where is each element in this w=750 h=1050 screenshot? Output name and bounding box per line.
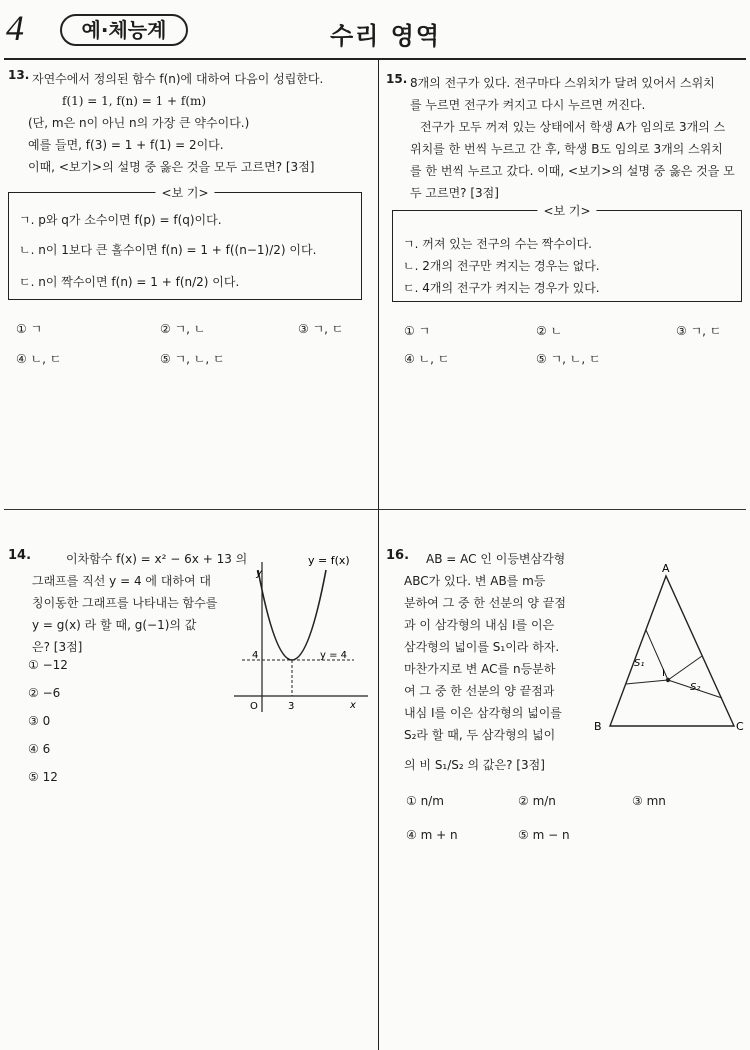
bogi-item: ㄷ. 4개의 전구가 켜지는 경우가 있다. xyxy=(403,281,600,295)
line-label: y = 4 xyxy=(320,650,348,661)
segment-ab-i xyxy=(626,680,668,684)
question-text: 를 누르면 전구가 켜지고 다시 누르면 꺼진다. xyxy=(410,98,646,112)
x-axis-label: x xyxy=(350,700,356,711)
area-s1-label: S₁ xyxy=(634,658,645,669)
question-text: 그래프를 직선 y = 4 에 대하여 대 xyxy=(32,574,212,588)
question-number: 16. xyxy=(386,548,410,563)
y-tick-label: 4 xyxy=(252,650,259,661)
choice-5[interactable]: ⑤ m − n xyxy=(518,828,570,842)
question-text: y = g(x) 라 할 때, g(−1)의 값 xyxy=(32,618,197,632)
choice-3[interactable]: ③ 0 xyxy=(28,714,51,728)
choice-5[interactable]: ⑤ 12 xyxy=(28,770,58,784)
choice-2[interactable]: ② −6 xyxy=(28,686,61,700)
area-s2-label: S₂ xyxy=(690,682,701,693)
question-number: 15. xyxy=(386,72,408,86)
incenter-point xyxy=(666,678,670,682)
choice-2[interactable]: ② ㄴ xyxy=(536,324,563,338)
origin-label: O xyxy=(250,701,258,712)
parabola-graph xyxy=(228,548,374,718)
bogi-box xyxy=(392,204,742,302)
choice-4[interactable]: ④ ㄴ, ㄷ xyxy=(16,352,62,366)
x-tick-label: 3 xyxy=(288,701,295,712)
choice-2[interactable]: ② m/n xyxy=(518,794,556,808)
question-text: 를 한 번씩 누르고 갔다. 이때, <보기>의 설명 중 옳은 것을 모 xyxy=(410,164,735,178)
question-text: 여 그 중 한 선분의 양 끝점과 xyxy=(404,684,555,698)
choice-1[interactable]: ① ㄱ xyxy=(16,322,43,336)
vertex-a-label: A xyxy=(662,562,670,575)
choice-5[interactable]: ⑤ ㄱ, ㄴ, ㄷ xyxy=(536,352,601,366)
question-text: (단, m은 n이 아닌 n의 가장 큰 약수이다.) xyxy=(28,116,250,130)
bogi-item: ㄱ. 꺼져 있는 전구의 수는 짝수이다. xyxy=(403,237,592,251)
question-text: 은? [3점] xyxy=(32,640,83,654)
bogi-title: <보 기> xyxy=(155,184,214,201)
question-text: 8개의 전구가 있다. 전구마다 스위치가 달려 있어서 스위치 xyxy=(410,76,715,90)
bogi-item: ㄴ. n이 1보다 큰 홀수이면 f(n) = 1 + f((n−1)/2) 이다. xyxy=(19,243,317,257)
choice-4[interactable]: ④ ㄴ, ㄷ xyxy=(404,352,450,366)
vertex-b-label: B xyxy=(594,720,602,733)
curve-label: y = f(x) xyxy=(308,554,350,567)
question-text: 위치를 한 번씩 누르고 간 후, 학생 B도 임의로 3개의 스위치 xyxy=(410,142,723,156)
question-text: 전구가 모두 꺼져 있는 상태에서 학생 A가 임의로 3개의 스 xyxy=(420,120,726,134)
bogi-item: ㄴ. 2개의 전구만 켜지는 경우는 없다. xyxy=(403,259,600,273)
choice-1[interactable]: ① −12 xyxy=(28,658,68,672)
bogi-item: ㄷ. n이 짝수이면 f(n) = 1 + f(n/2) 이다. xyxy=(19,275,240,289)
section-label: 예·체능계 xyxy=(60,14,188,46)
question-text: 이차함수 f(x) = x² − 6x + 13 의 xyxy=(66,552,248,566)
question-text: S₂라 할 때, 두 삼각형의 넓이 xyxy=(404,728,556,742)
triangle-figure xyxy=(590,562,746,740)
row-divider xyxy=(4,509,746,510)
parabola-curve xyxy=(258,570,326,660)
question-text: 칭이동한 그래프를 나타내는 함수를 xyxy=(32,596,218,610)
column-divider xyxy=(378,60,379,1050)
question-text: 과 이 삼각형의 내심 I를 이은 xyxy=(404,618,555,632)
question-text: f(1) = 1, f(n) = 1 + f(m) xyxy=(62,94,207,108)
choice-3[interactable]: ③ ㄱ, ㄷ xyxy=(676,324,722,338)
question-text: 분하여 그 중 한 선분의 양 끝점 xyxy=(404,596,566,610)
question-text: 마찬가지로 변 AC를 n등분하 xyxy=(404,662,556,676)
question-number: 13. xyxy=(8,68,30,82)
segment-ac-i xyxy=(668,656,702,680)
bogi-item: ㄱ. p와 q가 소수이면 f(p) = f(q)이다. xyxy=(19,213,222,227)
y-axis-label: y xyxy=(256,568,262,579)
question-text: 의 비 S₁/S₂ 의 값은? [3점] xyxy=(404,758,545,772)
triangle-abc xyxy=(610,576,734,726)
question-text: ABC가 있다. 변 AB를 m등 xyxy=(404,574,546,588)
choice-3[interactable]: ③ ㄱ, ㄷ xyxy=(298,322,344,336)
question-text: 두 고르면? [3점] xyxy=(410,186,499,200)
question-text: 삼각형의 넓이를 S₁이라 하자. xyxy=(404,640,560,654)
choice-1[interactable]: ① ㄱ xyxy=(404,324,431,338)
choice-3[interactable]: ③ mn xyxy=(632,794,666,808)
question-text: 예를 들면, f(3) = 1 + f(1) = 2이다. xyxy=(28,138,224,152)
bogi-title: <보 기> xyxy=(537,202,596,219)
question-number: 14. xyxy=(8,548,32,563)
question-text: 내심 I를 이은 삼각형의 넓이를 xyxy=(404,706,562,720)
question-text: 이때, <보기>의 설명 중 옳은 것을 모두 고르면? [3점] xyxy=(28,160,315,174)
question-text: 자연수에서 정의된 함수 f(n)에 대하여 다음이 성립한다. xyxy=(32,72,324,86)
incenter-label: I xyxy=(662,668,665,679)
choice-4[interactable]: ④ m + n xyxy=(406,828,458,842)
bogi-box xyxy=(8,186,362,300)
choice-1[interactable]: ① n/m xyxy=(406,794,444,808)
choice-5[interactable]: ⑤ ㄱ, ㄴ, ㄷ xyxy=(160,352,225,366)
header-divider xyxy=(4,58,746,60)
question-text: AB = AC 인 이등변삼각형 xyxy=(426,552,566,566)
choice-2[interactable]: ② ㄱ, ㄴ xyxy=(160,322,206,336)
subject-title: 수리 영역 xyxy=(330,22,442,50)
vertex-c-label: C xyxy=(736,720,744,733)
choice-4[interactable]: ④ 6 xyxy=(28,742,51,756)
page-number: 4 xyxy=(6,8,24,48)
